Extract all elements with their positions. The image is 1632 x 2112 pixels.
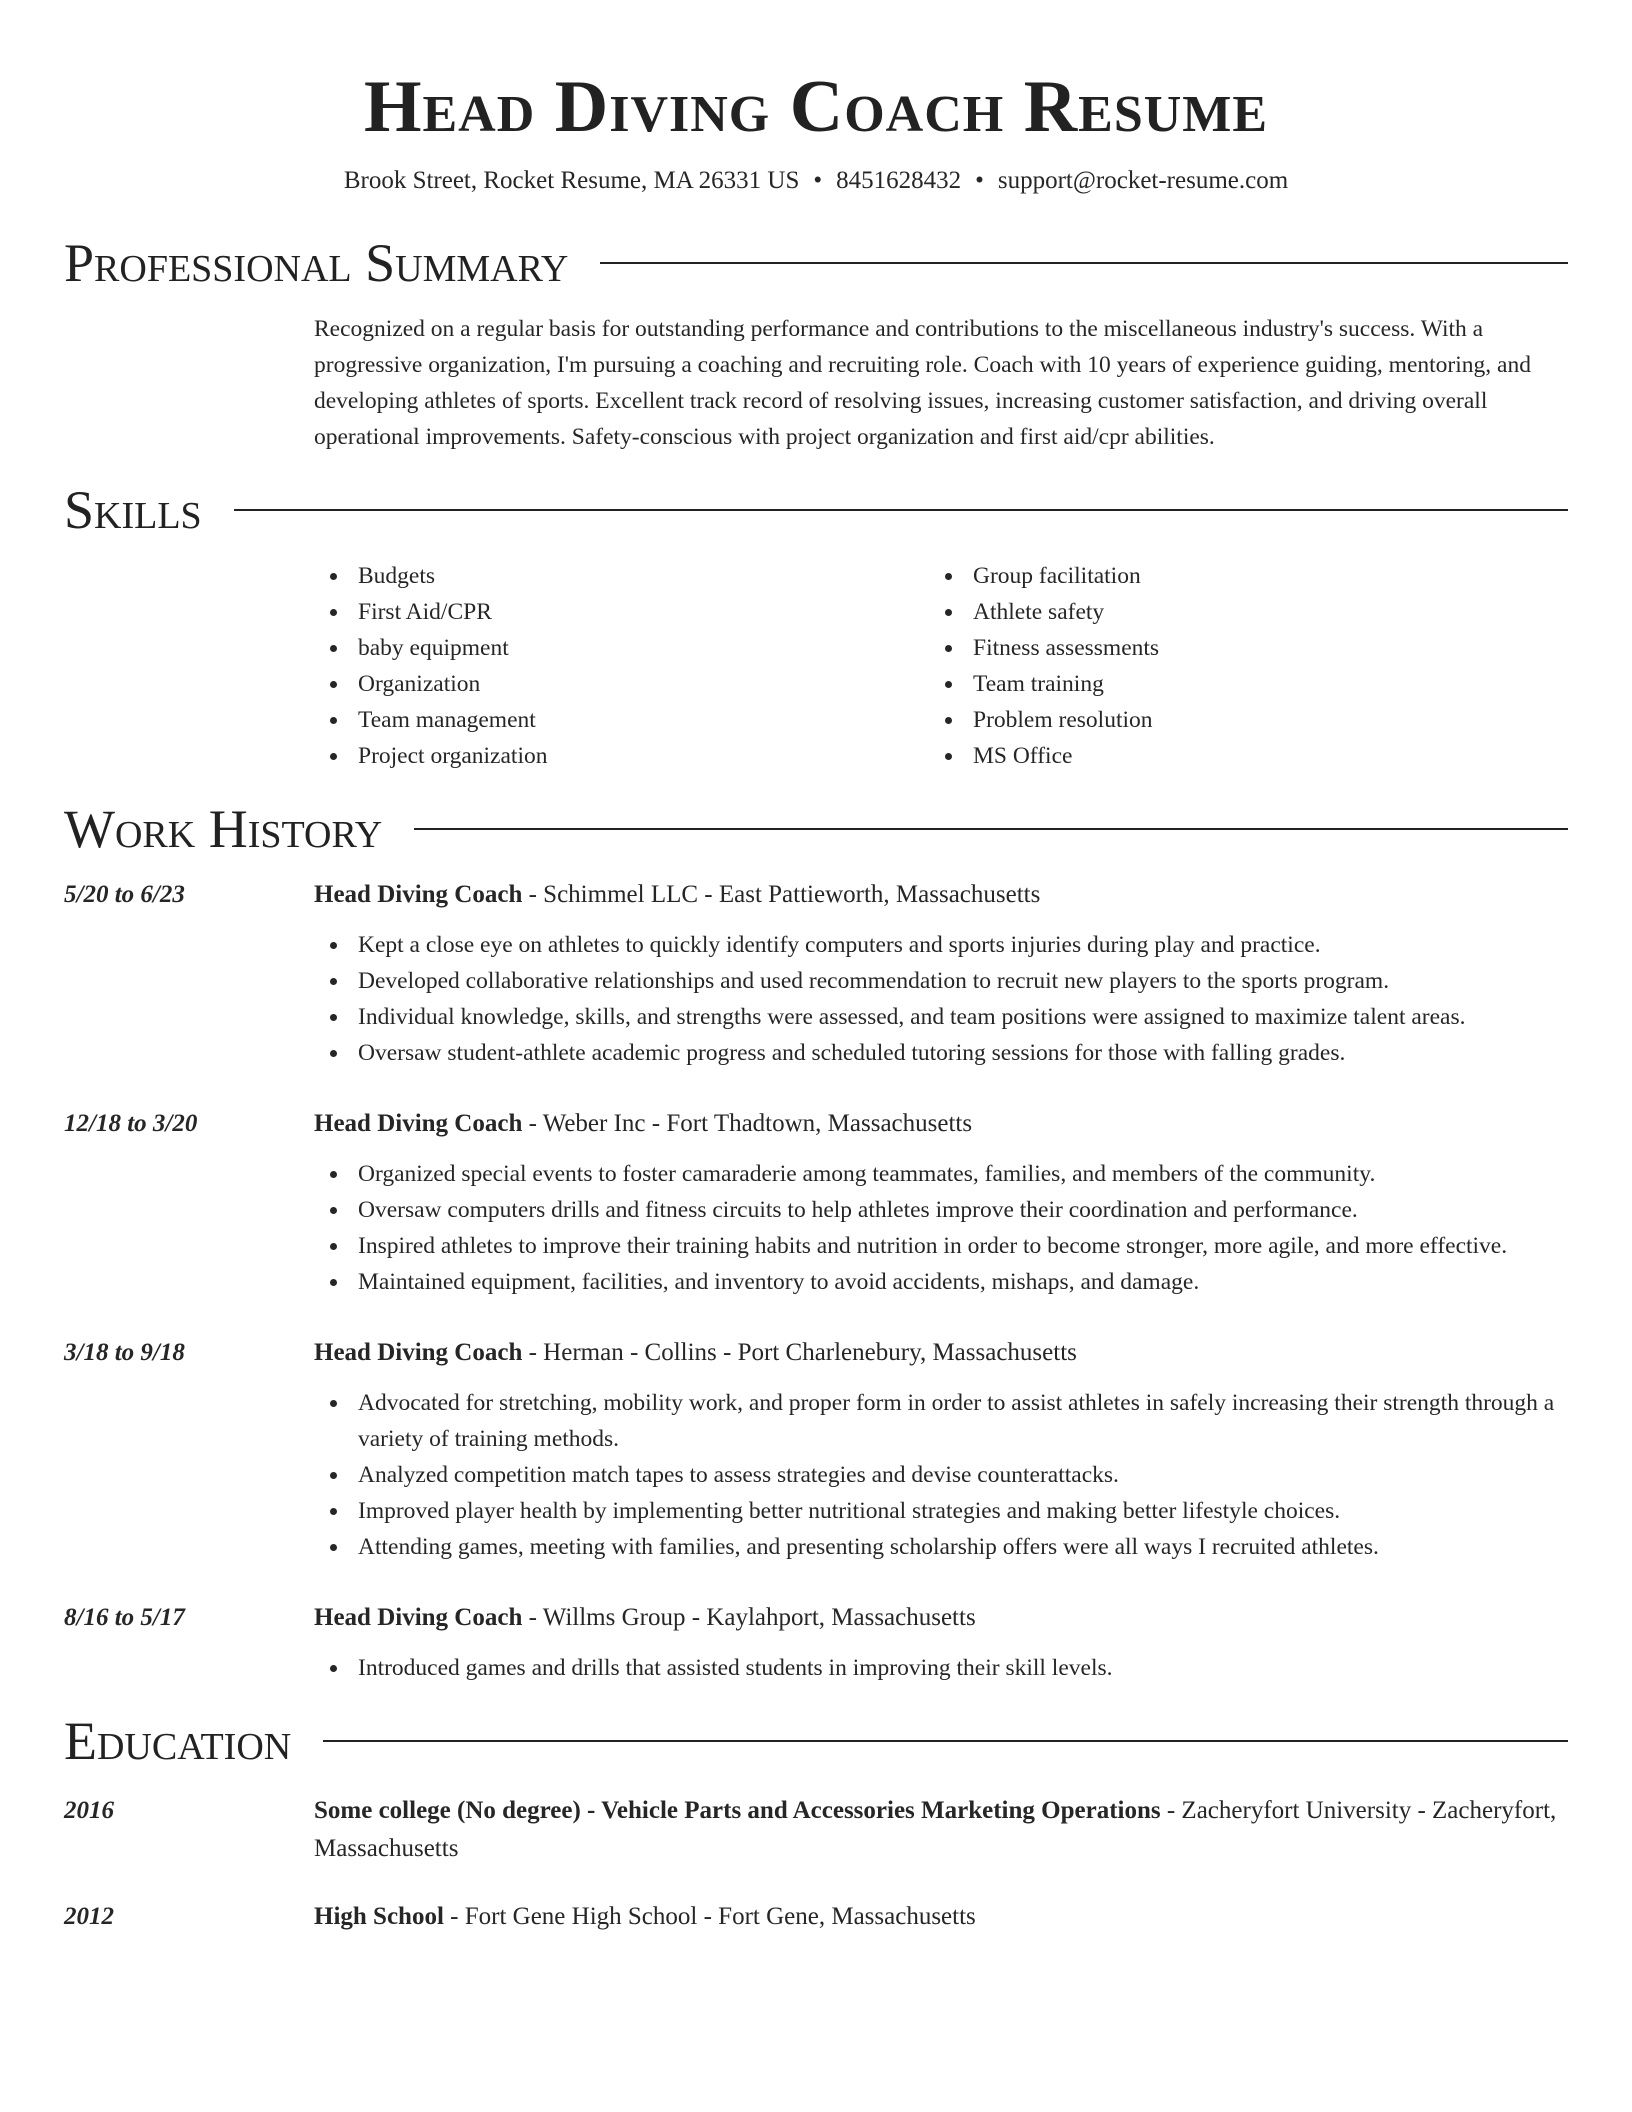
contact-phone: 8451628432 — [836, 167, 962, 194]
job-employer: - Weber Inc - Fort Thadtown, Massachusetts — [522, 1110, 973, 1137]
skill-item: Fitness assessments — [929, 630, 1544, 666]
job-bullet: Introduced games and drills that assisted students in improving their skill levels. — [314, 1650, 1568, 1686]
job-dates: 8/16 to 5/17 — [64, 1604, 185, 1631]
job-entry — [64, 876, 1568, 1071]
job-employer: - Herman - Collins - Port Charlenebury, Massachusetts — [522, 1339, 1077, 1366]
job-bullet: Kept a close eye on athletes to quickly identify computers and sports injuries during play and practice. — [314, 927, 1568, 963]
job-role — [314, 1599, 1568, 1637]
skills-column-right — [929, 558, 1544, 774]
job-bullet: Advocated for stretching, mobility work, and proper form in order to assist athletes in safely increasing their strength through a variety of training methods. — [314, 1385, 1568, 1457]
contact-separator: • — [813, 167, 823, 194]
skills-column-left — [314, 558, 929, 774]
contact-email: support@rocket-resume.com — [997, 167, 1289, 194]
skill-item: Project organization — [314, 738, 929, 774]
job-dates: 12/18 to 3/20 — [64, 1110, 198, 1137]
education-year: 2016 — [64, 1797, 114, 1824]
education-year: 2012 — [64, 1903, 114, 1930]
job-bullet: Analyzed competition match tapes to assess strategies and devise counterattacks. — [314, 1457, 1568, 1493]
job-role — [314, 1105, 1568, 1143]
job-title: Head Diving Coach — [314, 1339, 523, 1366]
job-bullet: Oversaw computers drills and fitness circuits to help athletes improve their coordination and performance. — [314, 1192, 1568, 1228]
job-bullets — [314, 1156, 1568, 1300]
education-school: - Zacheryfort University - Zacheryfort, Massachusetts — [314, 1797, 1557, 1862]
education-heading: Education — [64, 1711, 292, 1771]
job-entry — [64, 1334, 1568, 1565]
page-title: Head Diving Coach Resume — [363, 66, 1269, 148]
skill-item: First Aid/CPR — [314, 594, 929, 630]
job-bullet: Organized special events to foster camaraderie among teammates, families, and members of the community. — [314, 1156, 1568, 1192]
summary-text: Recognized on a regular basis for outstanding performance and contributions to the miscellaneous industry's success. With a progressive organization, I'm pursuing a coaching and recruiting role. Coach with 10 years of experience guiding, mentoring, and developing athletes of sports. Excellent track record of resolving issues, increasing customer satisfaction, and driving overall operational improvements. Safety-conscious with project organization and first aid/cpr abilities. — [314, 316, 1531, 450]
job-bullet: Individual knowledge, skills, and strengths were assessed, and team positions were assigned to maximize talent areas. — [314, 999, 1568, 1035]
education-school: - Fort Gene High School - Fort Gene, Massachusetts — [443, 1903, 976, 1930]
education-detail — [314, 1898, 1568, 1936]
education-section-header — [64, 1708, 1568, 1774]
job-bullet: Inspired athletes to improve their training habits and nutrition in order to become stronger, more agile, and more effective. — [314, 1228, 1568, 1264]
section-divider — [234, 509, 1568, 511]
job-bullet: Developed collaborative relationships and used recommendation to recruit new players to the sports program. — [314, 963, 1568, 999]
education-degree: High School — [314, 1903, 444, 1930]
education-entry — [64, 1898, 1568, 1936]
resume-page — [64, 0, 1568, 1936]
job-bullet: Oversaw student-athlete academic progress and scheduled tutoring sessions for those with falling grades. — [314, 1035, 1568, 1071]
job-employer: - Schimmel LLC - East Pattieworth, Massachusetts — [522, 881, 1041, 908]
education-detail — [314, 1792, 1568, 1868]
job-bullet: Improved player health by implementing better nutritional strategies and making better lifestyle choices. — [314, 1493, 1568, 1529]
skills-list — [314, 558, 1568, 774]
skills-section-header — [64, 477, 1568, 543]
section-divider — [600, 262, 1568, 264]
skill-item: Budgets — [314, 558, 929, 594]
job-title: Head Diving Coach — [314, 881, 523, 908]
skills-heading: Skills — [64, 480, 202, 540]
skill-item: Athlete safety — [929, 594, 1544, 630]
job-bullet: Attending games, meeting with families, and presenting scholarship offers were all ways I recruited athletes. — [314, 1529, 1568, 1565]
section-divider — [414, 828, 1568, 830]
job-bullet: Maintained equipment, facilities, and inventory to avoid accidents, mishaps, and damage. — [314, 1264, 1568, 1300]
skill-item: MS Office — [929, 738, 1544, 774]
education-degree: Some college (No degree) - Vehicle Parts and Accessories Marketing Operations — [314, 1797, 1161, 1824]
job-role — [314, 876, 1568, 914]
contact-separator: • — [975, 167, 984, 194]
skill-item: Team management — [314, 702, 929, 738]
contact-line — [64, 164, 1568, 198]
summary-section-header — [64, 230, 1568, 296]
section-divider — [323, 1740, 1568, 1742]
work-section-header — [64, 796, 1568, 862]
job-role — [314, 1334, 1568, 1372]
job-title: Head Diving Coach — [314, 1110, 523, 1137]
job-dates: 3/18 to 9/18 — [64, 1339, 185, 1366]
summary-heading: Professional Summary — [64, 233, 569, 293]
skill-item: Group facilitation — [929, 558, 1544, 594]
job-entry — [64, 1599, 1568, 1686]
job-employer: - Willms Group - Kaylahport, Massachusetts — [522, 1604, 976, 1631]
skill-item: Problem resolution — [929, 702, 1544, 738]
skill-item: baby equipment — [314, 630, 929, 666]
skill-item: Team training — [929, 666, 1544, 702]
job-bullets — [314, 927, 1568, 1071]
job-bullets — [314, 1650, 1568, 1686]
job-bullets — [314, 1385, 1568, 1565]
work-heading: Work History — [64, 799, 383, 859]
job-title: Head Diving Coach — [314, 1604, 523, 1631]
job-entry — [64, 1105, 1568, 1300]
education-entry — [64, 1792, 1568, 1868]
job-dates: 5/20 to 6/23 — [64, 881, 185, 908]
skill-item: Organization — [314, 666, 929, 702]
contact-address: Brook Street, Rocket Resume, MA 26331 US — [343, 167, 800, 194]
